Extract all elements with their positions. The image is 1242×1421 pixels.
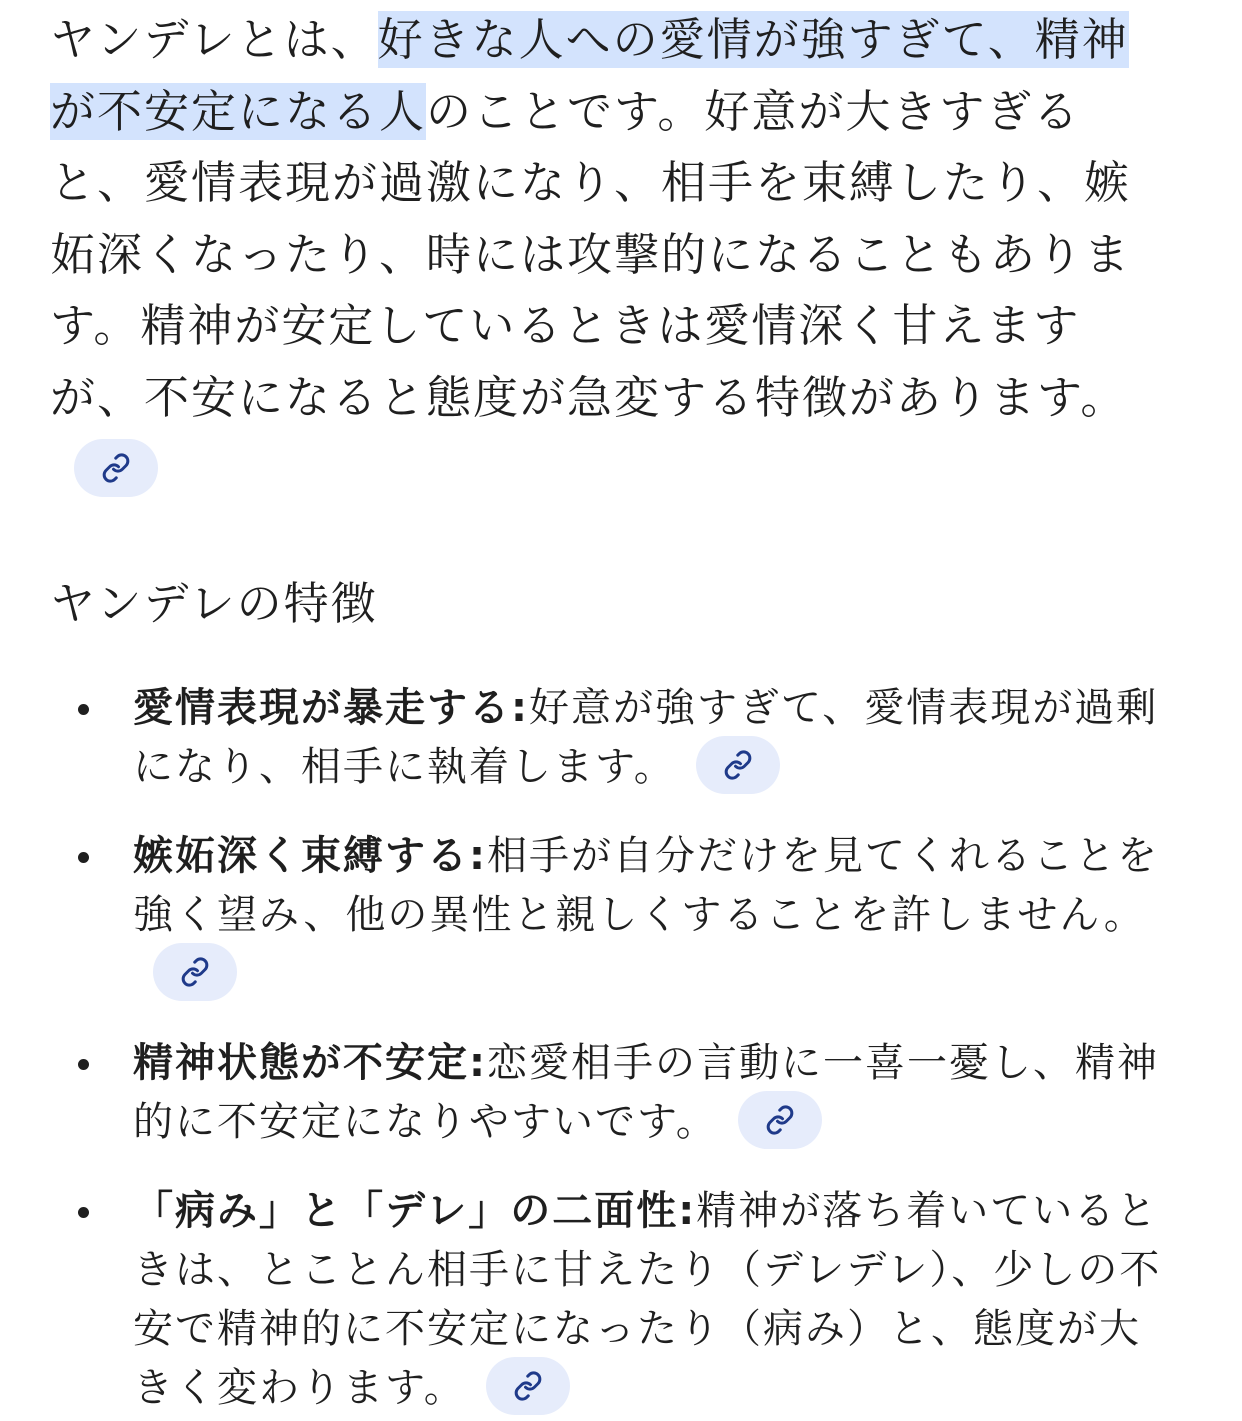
- feature-text: 相手が自分だけを見てくれることを強く望み、他の異性と親しくすることを許しません。: [133, 832, 1159, 938]
- bullet-icon: [78, 1207, 89, 1218]
- source-link-chip[interactable]: [486, 1357, 570, 1415]
- source-link-chip[interactable]: [153, 943, 237, 1001]
- feature-title: 嫉妬深く束縛する:: [133, 832, 487, 879]
- link-icon: [101, 453, 131, 483]
- link-icon: [180, 957, 210, 987]
- feature-title: 「病み」と「デレ」の二面性:: [133, 1187, 697, 1234]
- bullet-icon: [78, 1059, 89, 1070]
- feature-item: [50, 827, 1164, 1005]
- source-link-chip[interactable]: [696, 736, 780, 794]
- intro-prefix: ヤンデレとは、: [50, 13, 378, 66]
- bullet-icon: [78, 704, 89, 715]
- link-icon: [723, 750, 753, 780]
- intro-paragraph: [50, 0, 1164, 505]
- feature-title: 精神状態が不安定:: [133, 1039, 487, 1086]
- link-icon: [765, 1105, 795, 1135]
- source-link-chip[interactable]: [738, 1091, 822, 1149]
- intro-rest: のことです。好意が大きすぎると、愛情表現が過激になり、相手を束縛したり、嫉妬深くなったり、時には攻撃的になることもあります。精神が安定しているときは愛情深く甘えますが、不安になると態度が急変する特徴があります。: [50, 84, 1132, 424]
- link-icon: [513, 1371, 543, 1401]
- feature-list: [50, 679, 1164, 1419]
- feature-text: 好意が強すぎて、愛情表現が過剰になり、相手に執着します。: [133, 684, 1159, 790]
- feature-title: 愛情表現が暴走する:: [133, 684, 529, 731]
- source-link-chip[interactable]: [74, 439, 158, 497]
- feature-item: [50, 679, 1164, 798]
- bullet-icon: [78, 852, 89, 863]
- section-heading: ヤンデレの特徴: [50, 576, 378, 630]
- highlighted-definition: 好きな人への愛情が強すぎて、精神が不安定になる人: [50, 13, 1129, 138]
- feature-item: [50, 1034, 1164, 1153]
- feature-text: 精神が落ち着いているときは、とことん相手に甘えたり（デレデレ）、少しの不安で精神的に不安定になったり（病み）と、態度が大きく変わります。: [133, 1187, 1162, 1411]
- feature-item: [50, 1182, 1164, 1419]
- feature-text: 恋愛相手の言動に一喜一憂し、精神的に不安定になりやすいです。: [133, 1039, 1159, 1145]
